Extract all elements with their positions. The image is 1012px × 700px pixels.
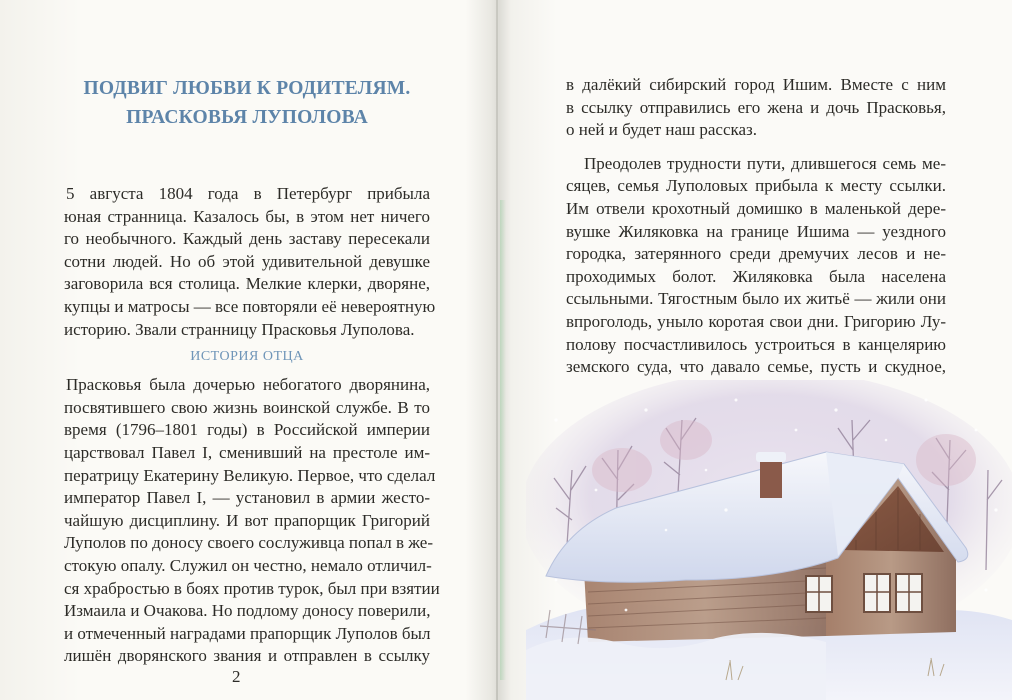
text-line: император Павел I, — установил в армии жесто- [64, 488, 430, 508]
text-line: полову посчастливилось устроиться в канцелярию [566, 334, 946, 354]
text-line: ператрицу Екатерину Великую. Первое, что сделал [64, 465, 436, 485]
text-line: проходимых болот. Жиляковка была населена [566, 266, 946, 286]
text-line: историю. Звали странницу Прасковья Луполова. [64, 319, 415, 339]
text-line: время (1796–1801 годы) в Российской империи [64, 420, 430, 440]
intro-paragraph [64, 183, 436, 341]
text-line: земского суда, что давало семье, пусть и скудное, [566, 357, 946, 377]
text-line: лишён дворянского звания и отправлен в ссылку [64, 646, 430, 666]
page-number: 2 [232, 667, 241, 686]
book-gutter [496, 0, 498, 700]
text-line: сяцев, семья Луполовых прибыла к месту ссылки. [566, 176, 946, 196]
right-page [566, 74, 946, 379]
text-line: Луполов по доносу своего сослуживца попал в же- [64, 533, 434, 553]
text-line: стокую опалу. Служил он честно, немало отличил- [64, 555, 432, 575]
text-line: вушке Жиляковка на границе Ишима — уездного [566, 221, 946, 241]
father-history-paragraph [64, 374, 440, 668]
chapter-title [64, 74, 430, 132]
section-subheading: ИСТОРИЯ ОТЦА [190, 349, 304, 365]
text-line: в ссылку отправились его жена и дочь Прасковья, [566, 97, 946, 117]
text-line: чайшую дисциплину. И вот прапорщик Григорий [64, 510, 430, 530]
text-line: посвятившего свою жизнь воинской службе. В то [64, 397, 430, 417]
text-line: юная странница. Казалось бы, в этом нет ничего [64, 206, 430, 226]
house-windows [806, 574, 922, 612]
text-line: го необычного. Каждый день заставу пересекали [64, 229, 430, 249]
text-line: впроголодь, уныло коротая свои дни. Григорию Лу- [566, 311, 946, 331]
page-edge-tint [500, 200, 506, 680]
text-line: заговорила вся столица. Мелкие клерки, дворяне, [64, 274, 430, 294]
text-line: царствовал Павел I, сменивший на престоле им- [64, 442, 430, 462]
text-line: о ней и будет наш рассказ. [566, 120, 758, 140]
text-line: ссыльными. Тягостным было их житьё — жили они [566, 289, 946, 309]
text-line: Преодолев трудности пути, длившегося семь ме- [584, 153, 946, 173]
text-line: купцы и матросы — все повторяли её невероятную [64, 296, 436, 316]
text-line: 5 августа 1804 года в Петербург прибыла [66, 184, 430, 203]
text-line: и отмеченный наградами прапорщик Луполов был [64, 623, 431, 643]
text-line: сотни людей. Но об этой удивительной девушке [64, 251, 430, 271]
text-line: в далёкий сибирский город Ишим. Вместе с ним [566, 75, 946, 94]
chapter-title-line: ПРАСКОВЬЯ ЛУПОЛОВА [126, 107, 368, 128]
continuation-paragraph [566, 74, 946, 142]
text-line: Им отвели крохотный домишко в маленькой дере- [566, 198, 946, 218]
text-line: Прасковья была дочерью небогатого дворянина, [66, 375, 430, 395]
exile-paragraph [566, 153, 946, 379]
chapter-title-line: ПОДВИГ ЛЮБВИ К РОДИТЕЛЯМ. [83, 78, 411, 99]
left-page [64, 60, 440, 668]
text-line: городка, затерянного среди дремучих лесов и не- [566, 244, 946, 264]
snowy-house-illustration [526, 380, 1012, 700]
text-line: Измаила и Очакова. Но подлому доносу поверили, [64, 601, 431, 621]
text-line: ся храбростью в боях против турок, был при взятии [64, 578, 440, 598]
